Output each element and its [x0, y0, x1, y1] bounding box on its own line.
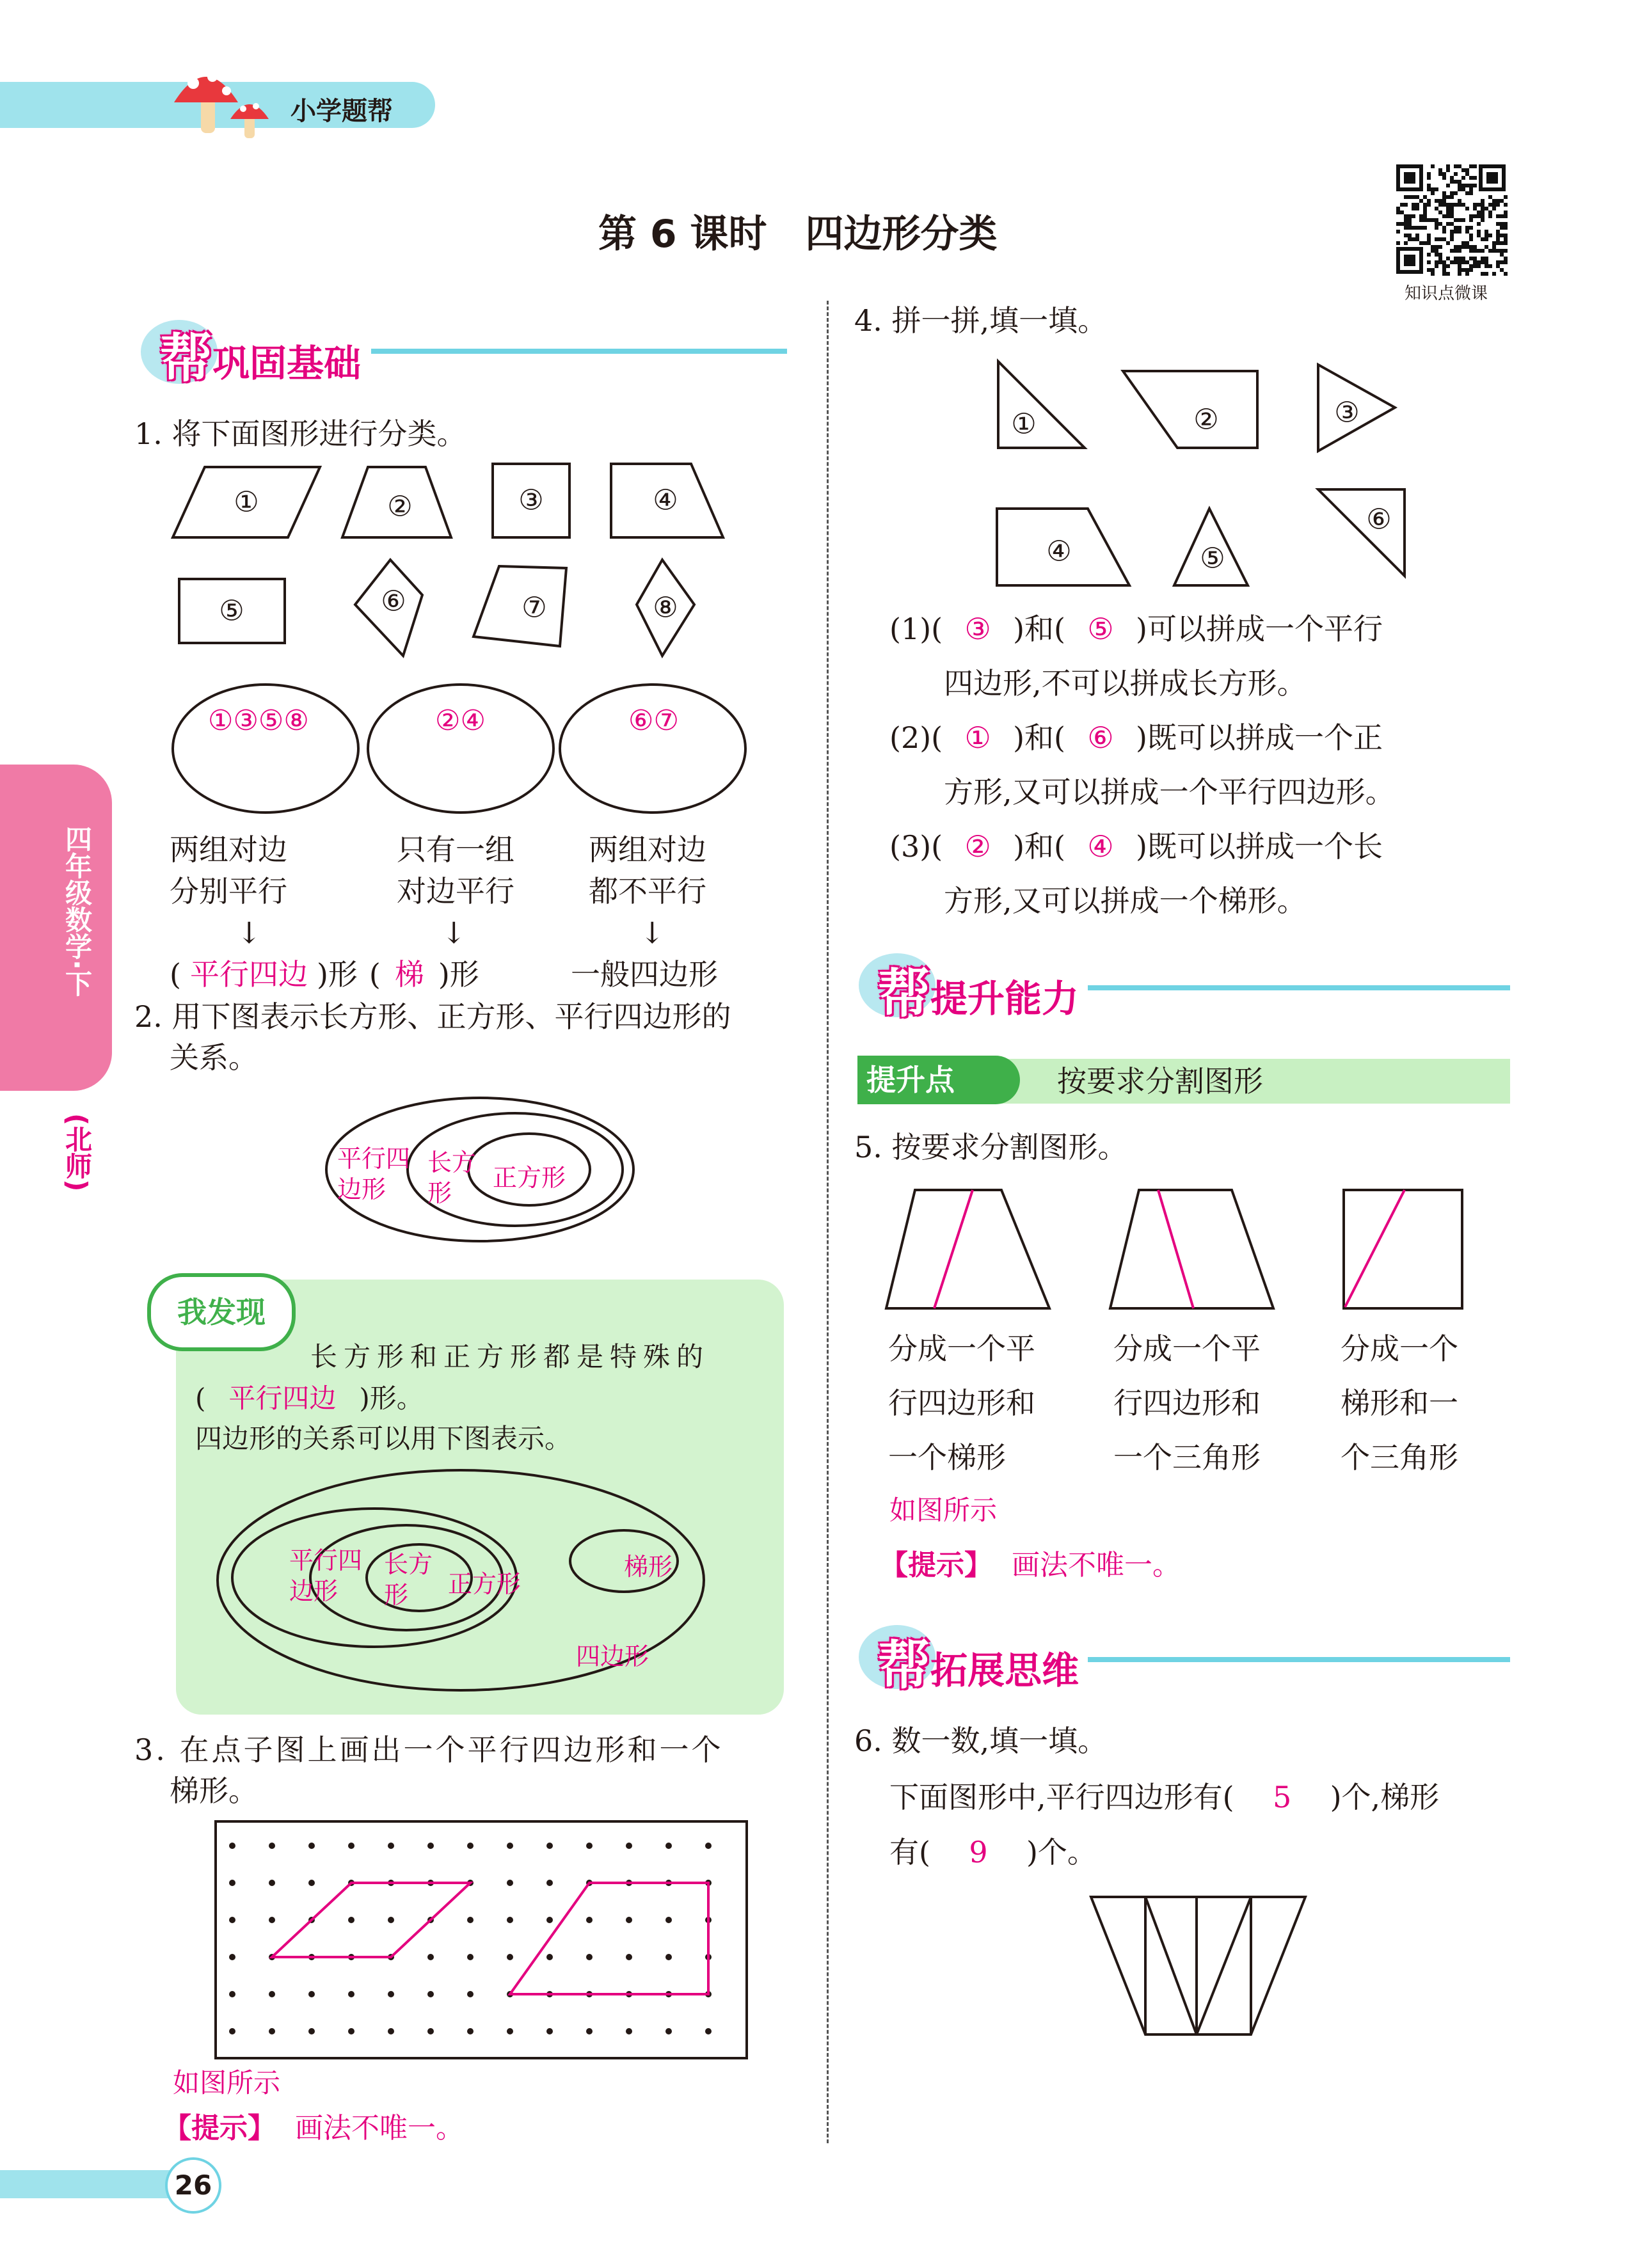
q2-label-rectangle1: 长方 — [427, 1148, 477, 1177]
q3-grid-dot — [348, 1917, 354, 1923]
q3-grid-dot — [546, 1843, 553, 1849]
section3-rule — [1088, 1657, 1510, 1662]
q4-shape-label-3: ③ — [1334, 396, 1360, 429]
q3-grid-dot — [308, 1880, 315, 1886]
q3-grid-dot — [665, 1954, 672, 1960]
discover-line2: ( 平行四边 )形。 — [195, 1383, 424, 1414]
q3-grid-dot — [626, 1917, 632, 1923]
q3-prompt-line2: 梯形。 — [170, 1773, 258, 1808]
q3-grid-dot — [388, 1917, 394, 1923]
section3-title: 帮拓展思维 — [878, 1635, 1079, 1696]
q3-grid-dot — [348, 1843, 354, 1849]
q4-shape-label-1: ① — [1011, 408, 1037, 441]
q4-item3-line2: 方形,又可以拼成一个梯形。 — [944, 884, 1307, 918]
q1-group1-desc2: 分别平行 — [170, 874, 287, 908]
q5-note: 如图所示 — [889, 1495, 998, 1526]
q1-group3-desc1: 两组对边 — [589, 832, 706, 867]
q5-caption1-line1: 分成一个平 — [888, 1331, 1035, 1366]
q1-group-ellipse-1 — [173, 685, 358, 813]
q3-grid-dot — [546, 1880, 553, 1886]
q3-grid-dot — [269, 2028, 275, 2034]
q3-grid-dot — [507, 1954, 513, 1960]
discover-line3: 四边形的关系可以用下图表示。 — [195, 1423, 572, 1454]
q3-drawn-trapezoid — [510, 1883, 708, 1994]
page-number: 26 — [165, 2157, 221, 2214]
q1-shape-label-2: ② — [387, 490, 413, 523]
discover-label-rectangle2: 形 — [384, 1581, 409, 1609]
q3-grid-dot — [229, 1917, 235, 1923]
q3-drawn-parallelogram — [272, 1883, 470, 1957]
q4-shape-label-5: ⑤ — [1200, 542, 1225, 575]
discover-label-square: 正方形 — [448, 1570, 521, 1598]
q1-shape-label-4: ④ — [653, 484, 678, 517]
q3-grid-dot — [229, 2028, 235, 2034]
q3-grid-frame — [216, 1821, 747, 2058]
q3-grid-dot — [308, 1843, 315, 1849]
discover-label-parallelogram1: 平行四 — [289, 1546, 363, 1574]
q3-grid-dot — [665, 1843, 672, 1849]
q4-item3-line1: (3)( ② )和( ④ )既可以拼成一个长 — [889, 829, 1383, 864]
q3-grid-dot — [467, 2028, 474, 2034]
q3-grid-dot — [229, 1843, 235, 1849]
q1-group1-desc1: 两组对边 — [170, 832, 287, 867]
q3-grid-dot — [626, 1843, 632, 1849]
q1-shape-label-3: ③ — [518, 484, 544, 517]
q3-grid-dot — [586, 2028, 593, 2034]
q3-grid-dot — [229, 1991, 235, 1997]
discover-line1: 长方形和正方形都是特殊的 — [310, 1341, 710, 1372]
q3-grid-dot — [665, 2028, 672, 2034]
q3-grid-dot — [507, 2028, 513, 2034]
q3-grid-dot — [308, 1991, 315, 1997]
discover-label-trapezoid: 梯形 — [624, 1553, 673, 1581]
q3-grid-dot — [269, 1843, 275, 1849]
q1-group3-desc2: 都不平行 — [589, 874, 706, 908]
q3-grid-dot — [665, 1917, 672, 1923]
q3-grid-dot — [467, 1917, 474, 1923]
q3-hint: 【提示】 画法不唯一。 — [163, 2112, 464, 2145]
q3-grid-dot — [546, 2028, 553, 2034]
q3-grid-dot — [467, 1954, 474, 1960]
q1-result-row: ( 平行四边 )形 ( 梯 )形 — [170, 957, 479, 992]
section1-title: 帮巩固基础 — [160, 328, 362, 389]
q5-caption2-line3: 一个三角形 — [1113, 1440, 1261, 1475]
q3-grid-dot — [586, 1917, 593, 1923]
q4-shape-label-2: ② — [1193, 403, 1219, 436]
q4-shapes — [0, 0, 1640, 601]
q3-grid-dot — [308, 2028, 315, 2034]
q1-shape-label-7: ⑦ — [521, 591, 547, 624]
q3-grid-dot — [388, 1991, 394, 1997]
section2-title: 帮提升能力 — [878, 964, 1079, 1024]
q3-grid-dot — [586, 1843, 593, 1849]
q3-grid-dot — [507, 1880, 513, 1886]
q4-shape-2 — [1123, 371, 1257, 448]
q4-shape-6 — [1318, 489, 1405, 576]
q1-shape-label-5: ⑤ — [219, 594, 244, 628]
page-title: 第 6 课时 四边形分类 — [598, 212, 998, 257]
q3-grid-dot — [705, 2028, 712, 2034]
q6-prompt: 6. 数一数,填一填。 — [854, 1724, 1108, 1758]
q3-grid-dot — [626, 2028, 632, 2034]
q3-grid-dot — [546, 1917, 553, 1923]
q3-grid-dot — [348, 2028, 354, 2034]
q1-group2-desc2: 对边平行 — [397, 874, 514, 908]
q3-grid-dot — [586, 1954, 593, 1960]
side-tab-edition: (北师) — [61, 1113, 93, 1192]
q5-caption1-line2: 行四边形和 — [888, 1386, 1035, 1420]
discover-label-quadrilateral: 四边形 — [576, 1642, 649, 1670]
q3-grid-dot — [427, 1954, 434, 1960]
q1-shape-label-6: ⑥ — [381, 585, 406, 618]
side-tab-grade: 四年级数学·下 — [61, 825, 93, 997]
q4-prompt: 4. 拼一拼,填一填。 — [854, 303, 1108, 338]
q1-prompt: 1. 将下面图形进行分类。 — [134, 416, 466, 451]
q3-grid-dot — [546, 1954, 553, 1960]
q3-dot-grid — [214, 1820, 752, 2063]
q1-result-general: 一般四边形 — [571, 957, 718, 992]
q5-caption2-line2: 行四边形和 — [1113, 1386, 1261, 1420]
q1-group2-answer: ②④ — [435, 704, 486, 737]
tisheng-text: 按要求分割图形 — [1057, 1064, 1263, 1098]
q3-grid-dot — [705, 1843, 712, 1849]
q3-grid-dot — [269, 1917, 275, 1923]
q4-item2-line2: 方形,又可以拼成一个平行四边形。 — [944, 775, 1395, 809]
q3-grid-dot — [427, 1991, 434, 1997]
q3-grid-dot — [427, 1843, 434, 1849]
q5-caption2-line1: 分成一个平 — [1113, 1331, 1261, 1366]
discover-label-parallelogram2: 边形 — [289, 1577, 338, 1605]
q3-grid-dot — [467, 1843, 474, 1849]
q3-grid-dot — [348, 1991, 354, 1997]
q2-label-parallelogram1: 平行四 — [337, 1145, 411, 1173]
q6-line2: 有( 9 )个。 — [889, 1835, 1097, 1869]
q5-shapes — [883, 1187, 1478, 1315]
q3-note: 如图所示 — [173, 2067, 281, 2098]
q3-prompt-line1: 3. 在点子图上画出一个平行四边形和一个 — [134, 1733, 724, 1767]
q5-caption3-line1: 分成一个 — [1341, 1331, 1458, 1366]
q2-label-rectangle2: 形 — [427, 1179, 452, 1207]
q3-grid-dot — [626, 1954, 632, 1960]
q6-figure — [1088, 1894, 1312, 2041]
q5-caption1-line3: 一个梯形 — [888, 1440, 1006, 1475]
q3-grid-dot — [467, 1991, 474, 1997]
q2-prompt-line2: 关系。 — [170, 1040, 258, 1075]
q2-prompt-line1: 2. 用下图表示长方形、正方形、平行四边形的 — [134, 999, 731, 1034]
q3-grid-dot — [388, 1843, 394, 1849]
q3-grid-dot — [427, 2028, 434, 2034]
q1-group-ellipse-3 — [560, 685, 745, 813]
q4-shape-label-6: ⑥ — [1366, 503, 1392, 536]
q3-grid-dot — [229, 1954, 235, 1960]
q1-shape-label-1: ① — [234, 486, 259, 519]
q3-grid-dot — [507, 1843, 513, 1849]
q1-group3-answer: ⑥⑦ — [628, 704, 679, 737]
q1-group2-desc1: 只有一组 — [397, 832, 514, 867]
qr-caption: 知识点微课 — [1405, 284, 1488, 303]
section2-rule — [1088, 985, 1510, 990]
q3-grid-dot — [269, 1880, 275, 1886]
q1-group2-arrow: ↓ — [442, 916, 466, 950]
q2-label-square: 正方形 — [493, 1164, 566, 1192]
q5-caption3-line2: 梯形和一 — [1341, 1386, 1458, 1420]
q4-shape-label-4: ④ — [1046, 535, 1072, 568]
q3-grid-dot — [229, 1880, 235, 1886]
q5-hint: 【提示】 画法不唯一。 — [880, 1549, 1181, 1582]
discover-badge: 我发现 — [147, 1273, 296, 1351]
q5-prompt: 5. 按要求分割图形。 — [854, 1130, 1127, 1164]
discover-label-rectangle1: 长方 — [384, 1550, 433, 1578]
q3-grid-dot — [388, 2028, 394, 2034]
q3-grid-dot — [269, 1991, 275, 1997]
q3-grid-dot — [507, 1917, 513, 1923]
q4-item2-line1: (2)( ① )和( ⑥ )既可以拼成一个正 — [889, 720, 1383, 755]
q6-line1: 下面图形中,平行四边形有( 5 )个,梯形 — [889, 1780, 1440, 1814]
tisheng-badge: 提升点 — [857, 1056, 1020, 1104]
q1-group-ellipse-2 — [368, 685, 553, 813]
q1-group3-arrow: ↓ — [640, 916, 665, 950]
q5-caption3-line3: 个三角形 — [1341, 1440, 1458, 1475]
q4-item1-line2: 四边形,不可以拼成长方形。 — [944, 666, 1307, 701]
brand-name: 小学题帮 — [291, 97, 393, 126]
q1-group1-arrow: ↓ — [237, 916, 262, 950]
q2-label-parallelogram2: 边形 — [337, 1175, 386, 1203]
q1-group1-answer: ①③⑤⑧ — [208, 704, 309, 737]
q1-shape-label-8: ⑧ — [653, 591, 678, 624]
q4-item1-line1: (1)( ③ )和( ⑤ )可以拼成一个平行 — [889, 612, 1383, 646]
